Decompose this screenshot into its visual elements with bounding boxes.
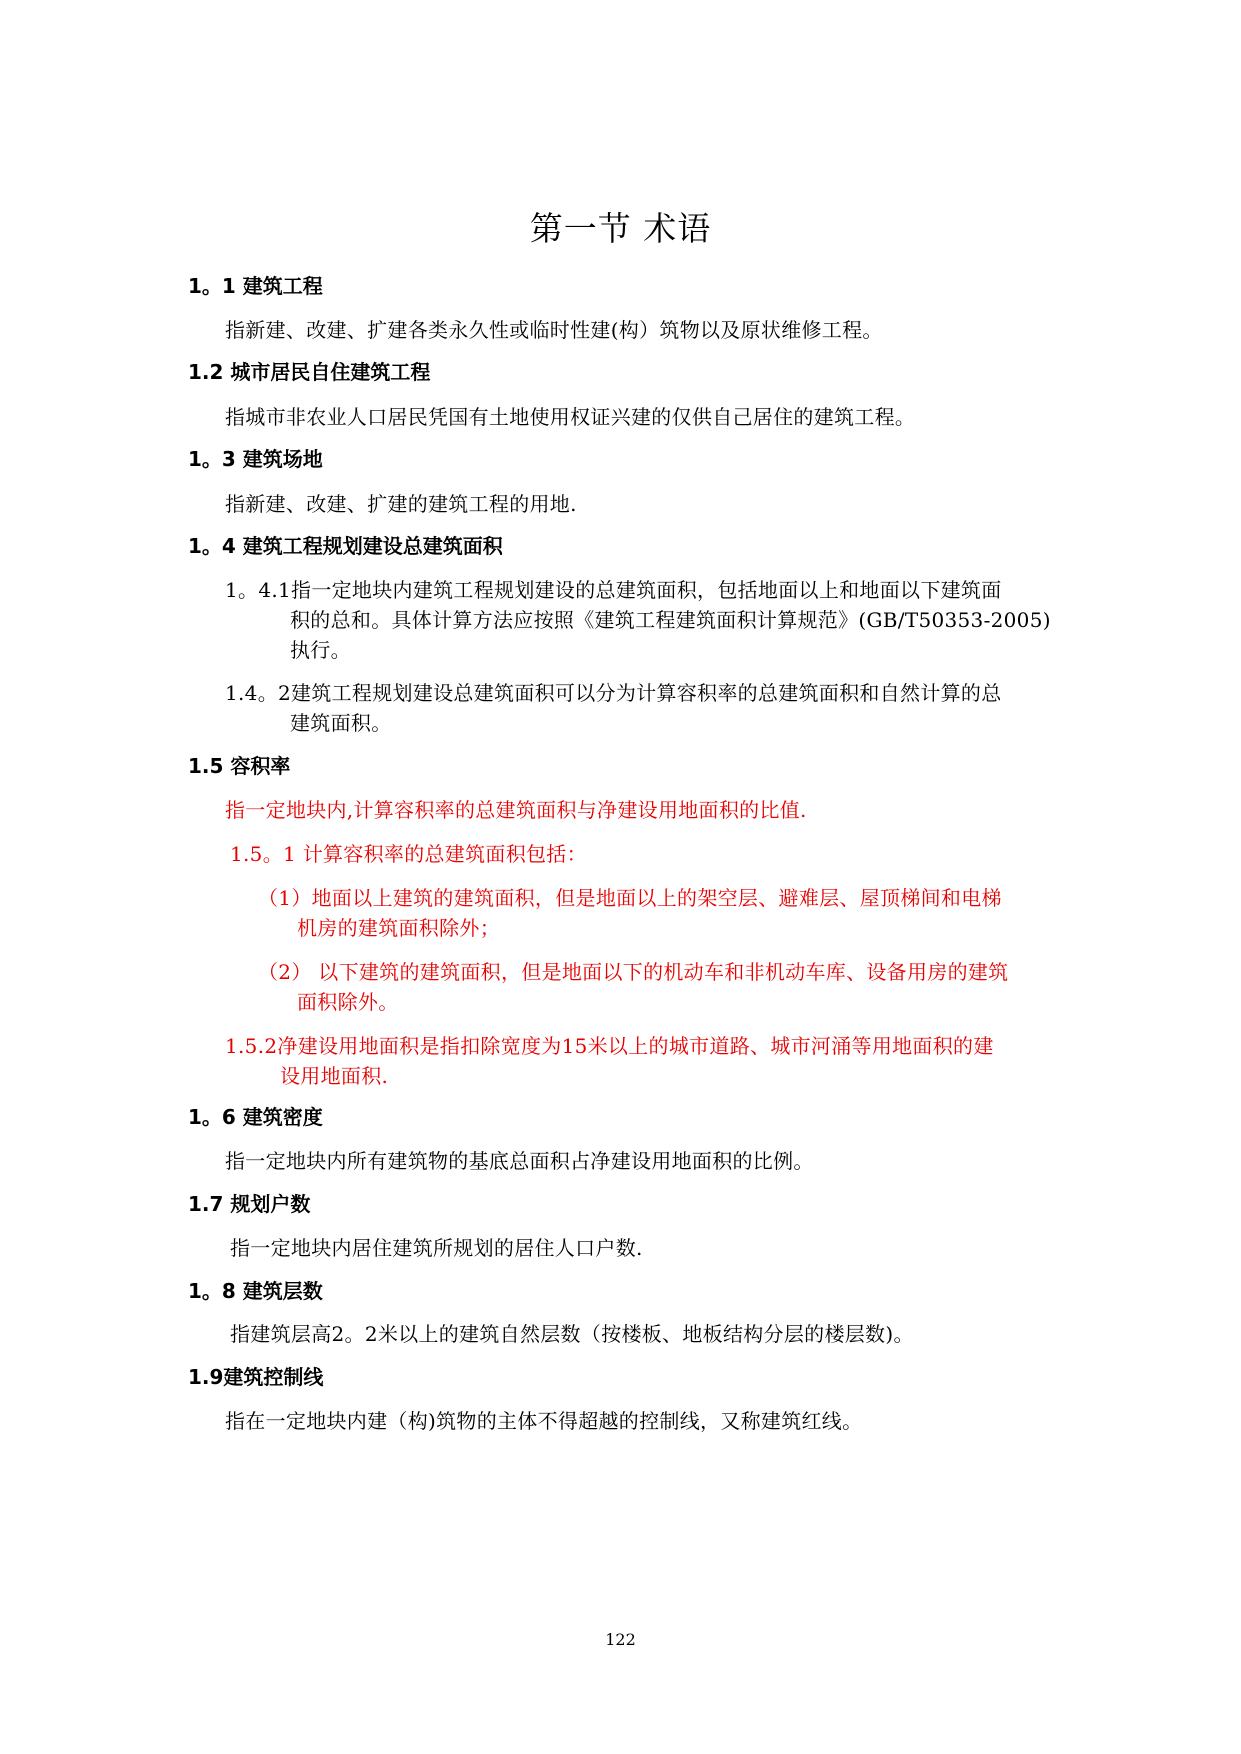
paragraph-1-4-1-line3: 执行。 (290, 638, 351, 662)
heading-1-7: 1.7 规划户数 (188, 1192, 311, 1216)
paragraph-1-4-1-line1: 1。4.1指一定地块内建筑工程规划建设的总建筑面积，包括地面以上和地面以下建筑面 (225, 578, 1002, 602)
heading-1-9: 1.9建筑控制线 (188, 1365, 324, 1389)
paragraph-1-3: 指新建、改建、扩建的建筑工程的用地. (225, 492, 577, 516)
section-title: 第一节 术语 (529, 209, 712, 248)
paragraph-1-4-2-line1: 1.4。2建筑工程规划建设总建筑面积可以分为计算容积率的总建筑面积和自然计算的总 (225, 681, 1002, 705)
heading-1-5: 1.5 容积率 (188, 754, 291, 778)
paragraph-1-5-1-a-line2: 机房的建筑面积除外； (297, 916, 500, 940)
paragraph-1-9: 指在一定地块内建（构)筑物的主体不得超越的控制线，又称建筑红线。 (225, 1409, 863, 1433)
paragraph-1-6: 指一定地块内所有建筑物的基底总面积占净建设用地面积的比例。 (225, 1149, 814, 1173)
paragraph-1-1: 指新建、改建、扩建各类永久性或临时性建(构）筑物以及原状维修工程。 (225, 318, 883, 342)
paragraph-1-5-1-b-line1: （2） 以下建筑的建筑面积，但是地面以下的机动车和非机动车库、设备用房的建筑 (258, 960, 1009, 984)
heading-1-3: 1。3 建筑场地 (188, 447, 323, 471)
heading-1-1: 1。1 建筑工程 (188, 274, 323, 298)
paragraph-1-5-2-line2: 设用地面积. (280, 1064, 389, 1088)
paragraph-1-5-2-line1: 1.5.2净建设用地面积是指扣除宽度为15米以上的城市道路、城市河涌等用地面积的建 (225, 1034, 994, 1058)
paragraph-1-4-1-line2: 积的总和。具体计算方法应按照《建筑工程建筑面积计算规范》(GB/T50353-2005) (290, 608, 1051, 632)
paragraph-1-5: 指一定地块内,计算容积率的总建筑面积与净建设用地面积的比值. (225, 798, 807, 822)
paragraph-1-7: 指一定地块内居住建筑所规划的居住人口户数. (230, 1236, 643, 1260)
paragraph-1-5-1-a-line1: （1）地面以上建筑的建筑面积，但是地面以上的架空层、避难层、屋顶梯间和电梯 (258, 886, 1002, 910)
paragraph-1-5-1: 1.5。1 计算容积率的总建筑面积包括： (230, 842, 587, 866)
heading-1-6: 1。6 建筑密度 (188, 1105, 323, 1129)
paragraph-1-4-2-line2: 建筑面积。 (290, 711, 392, 735)
paragraph-1-5-1-b-line2: 面积除外。 (297, 990, 399, 1014)
page-number: 122 (605, 1630, 636, 1649)
heading-1-2: 1.2 城市居民自住建筑工程 (188, 360, 431, 384)
heading-1-8: 1。8 建筑层数 (188, 1279, 323, 1303)
paragraph-1-8: 指建筑层高2。2米以上的建筑自然层数（按楼板、地板结构分层的楼层数)。 (230, 1322, 914, 1346)
heading-1-4: 1。4 建筑工程规划建设总建筑面积 (188, 534, 503, 558)
paragraph-1-2: 指城市非农业人口居民凭国有土地使用权证兴建的仅供自己居住的建筑工程。 (225, 405, 916, 429)
